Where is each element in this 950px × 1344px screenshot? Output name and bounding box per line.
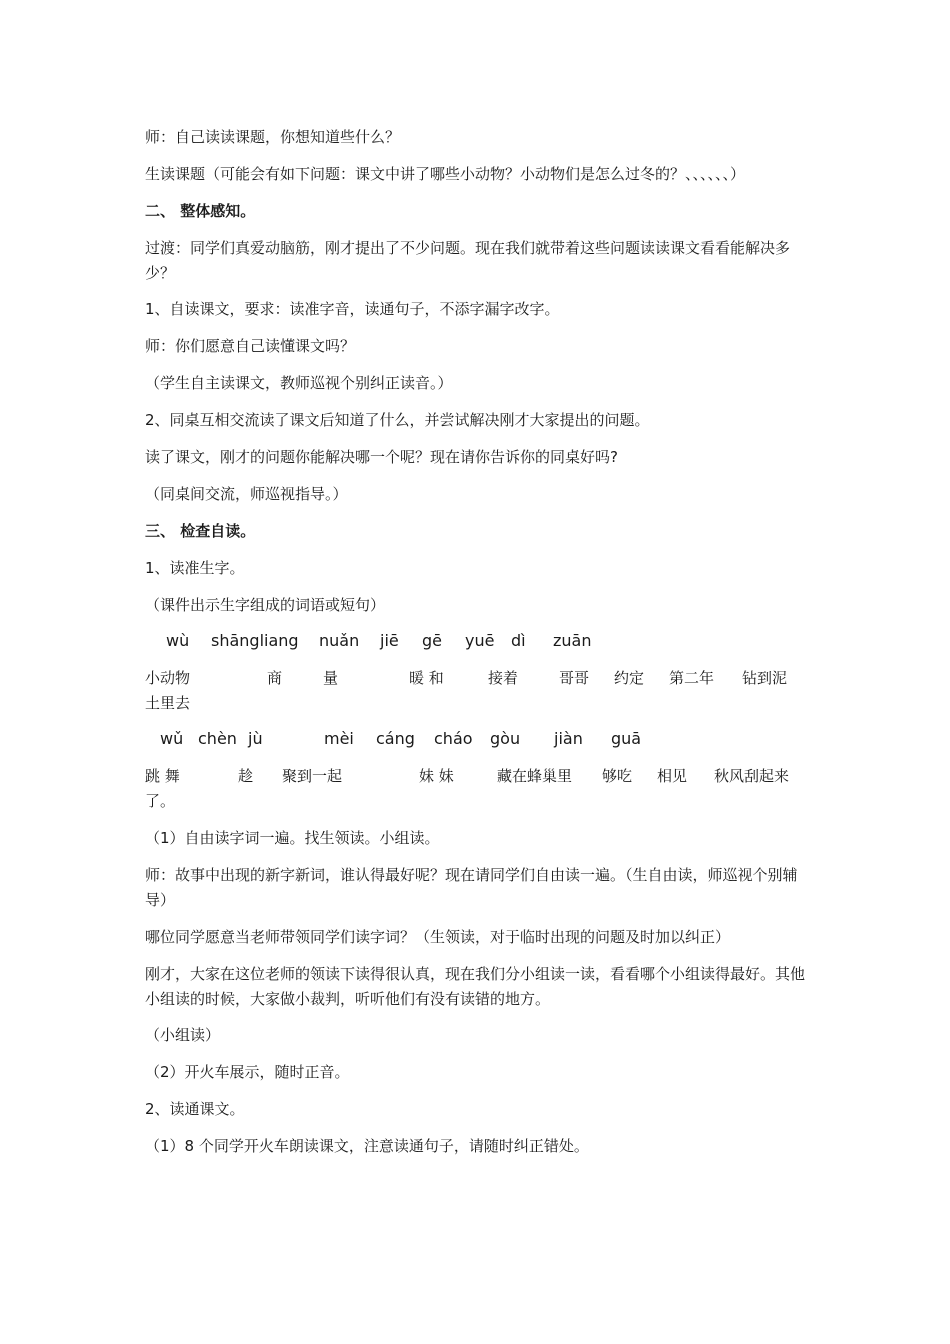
pinyin-item: jiē (380, 631, 399, 650)
section-heading-3: 三、 检查自读。 (145, 522, 256, 540)
paragraph-group-reading: 刚才，大家在这位老师的领读下读得很认真，现在我们分小组读一读，看看哪个小组读得最好。其他小组读的时候，大家做小裁判，听听他们有没有读错的地方。 (145, 965, 806, 1008)
pinyin-item: gòu (490, 729, 521, 748)
word-item: 约定 (614, 669, 645, 687)
paragraph-teacher-question: 师：自己读读课题，你想知道些什么？ (145, 128, 401, 146)
word-item: 小动物 (145, 669, 191, 687)
words-row-1 (145, 666, 815, 716)
word-item: 哥哥 (559, 669, 590, 687)
paragraph-read-through: 2、读通课文。 (145, 1100, 245, 1118)
pinyin-item: cháo (434, 729, 473, 748)
word-item-wrap: 了。 (145, 792, 176, 810)
word-item: 暖 和 (409, 669, 444, 687)
pinyin-item: wǔ (160, 729, 184, 748)
paragraph-teacher-ask: 师：你们愿意自己读懂课文吗？ (145, 337, 356, 355)
word-item: 第二年 (669, 669, 715, 687)
pinyin-item: dì (511, 631, 526, 650)
paragraph-courseware-note: （课件出示生字组成的词语或短句） (145, 596, 386, 614)
paragraph-train-show: （2）开火车展示，随时正音。 (145, 1063, 350, 1081)
paragraph-read-characters: 1、读准生字。 (145, 559, 245, 577)
word-item: 钻到泥 (742, 669, 788, 687)
paragraph-transition: 过渡：同学们真爱动脑筋，刚才提出了不少问题。现在我们就带着这些问题读读课文看看能解决多少？ (145, 239, 791, 282)
pinyin-item: mèi (324, 729, 354, 748)
word-item: 相见 (657, 767, 688, 785)
pinyin-item: chèn (198, 729, 237, 748)
paragraph-lead-reading: 哪位同学愿意当老师带领同学们读字词？（生领读，对于临时出现的问题及时加以纠正） (145, 928, 731, 946)
pinyin-item: jiàn (554, 729, 583, 748)
word-item: 妹 妹 (419, 767, 454, 785)
paragraph-exchange-note: （同桌间交流，师巡视指导。） (145, 485, 348, 503)
word-item: 量 (323, 669, 339, 687)
word-item: 接着 (488, 669, 519, 687)
pinyin-item: gē (422, 631, 442, 650)
word-item: 跳 舞 (145, 767, 180, 785)
pinyin-item: wù (166, 631, 190, 650)
pinyin-row-2 (145, 729, 815, 755)
pinyin-item: shāngliang (211, 631, 299, 650)
pinyin-item: zuān (553, 631, 592, 650)
pinyin-item: cáng (376, 729, 415, 748)
paragraph-self-read: 1、自读课文，要求：读准字音，读通句子，不添字漏字改字。 (145, 300, 560, 318)
word-item: 趁 (238, 767, 254, 785)
word-item: 商 (267, 669, 283, 687)
paragraph-student-read: （学生自主读课文，教师巡视个别纠正读音。） (145, 374, 453, 392)
pinyin-item: guā (611, 729, 642, 748)
pinyin-item: nuǎn (319, 631, 360, 650)
pinyin-item: jù (248, 729, 263, 748)
paragraph-student-questions: 生读课题（可能会有如下问题：课文中讲了哪些小动物？小动物们是怎么过冬的？、、、、、、） (145, 165, 746, 183)
word-item: 聚到一起 (282, 767, 343, 785)
word-item: 藏在蜂巢里 (497, 767, 573, 785)
pinyin-item: yuē (465, 631, 495, 650)
word-item: 秋风刮起来 (714, 767, 790, 785)
word-item: 够吃 (602, 767, 633, 785)
paragraph-deskmate-exchange: 2、同桌互相交流读了课文后知道了什么，并尝试解决刚才大家提出的问题。 (145, 411, 650, 429)
pinyin-row-1 (145, 631, 815, 657)
word-item-wrap: 土里去 (145, 694, 191, 712)
paragraph-train-reading: （1）8 个同学开火车朗读课文，注意读通句子，请随时纠正错处。 (145, 1137, 589, 1155)
paragraph-new-words: 师：故事中出现的新字新词，谁认得最好呢？现在请同学们自由读一遍。（生自由读，师巡视个别辅导） (145, 866, 798, 909)
paragraph-free-read: （1）自由读字词一遍。找生领读。小组读。 (145, 829, 440, 847)
section-heading-2: 二、 整体感知。 (145, 202, 256, 220)
words-row-2 (145, 764, 815, 814)
paragraph-read-question: 读了课文，刚才的问题你能解决哪一个呢？现在请你告诉你的同桌好吗? (145, 448, 618, 466)
paragraph-group-read-note: （小组读） (145, 1026, 221, 1044)
